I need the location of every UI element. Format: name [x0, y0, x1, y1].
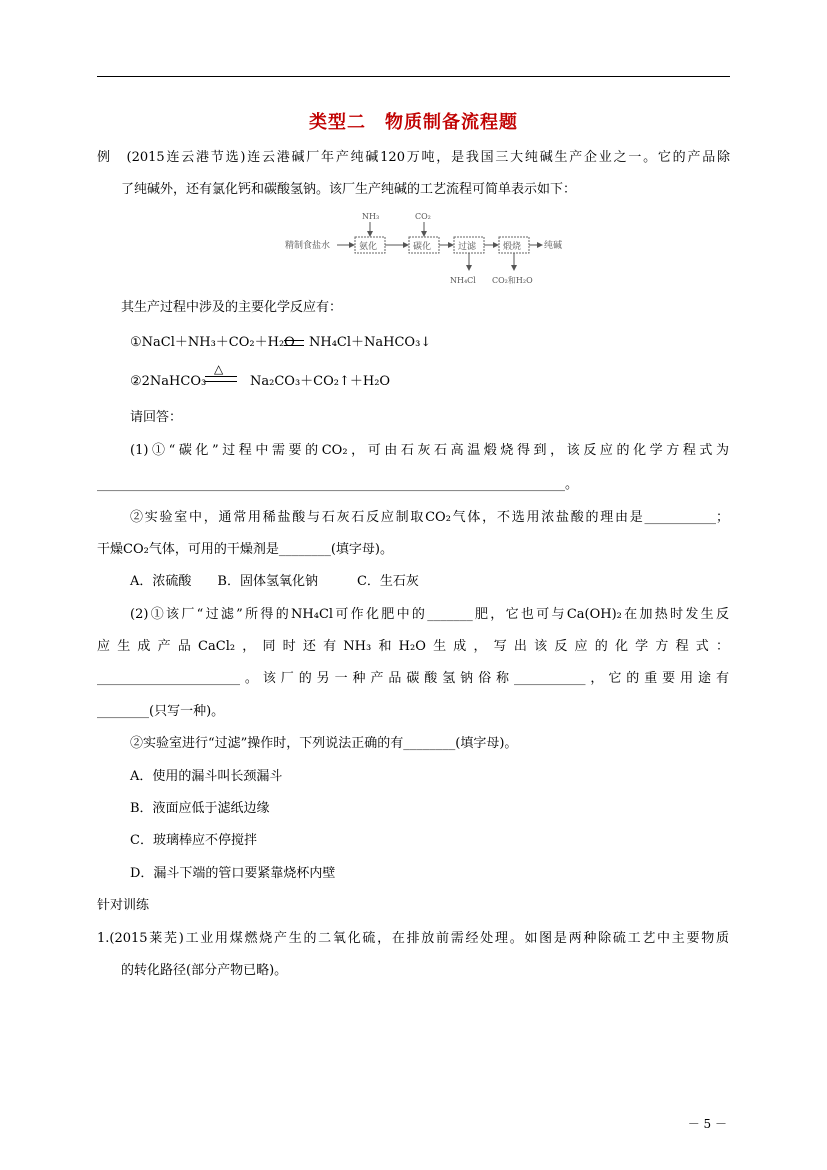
reaction-2-rhs: Na₂CO₃＋CO₂↑＋H₂O [250, 374, 391, 389]
q2b-line-1: ②实验室进行“过滤”操作时，下列说法正确的有________(填字母)。 [130, 736, 518, 751]
flow-step-label: 碳化 [413, 242, 432, 252]
q2a-line-1: (2)①该厂“过滤”所得的NH₄Cl可作化肥中的_______肥，它也可与Ca(OH)₂在加热时发生反 [130, 607, 729, 622]
reaction-2-lhs: ②2NaHCO₃ [130, 374, 207, 389]
q2a-line-3: ______________________。该厂的另一种产品碳酸氢钠俗称___________，它的重要用途有 [97, 671, 729, 686]
q2a-line-2: 应生成产品CaCl₂，同时还有NH₃和H₂O生成，写出该反应的化学方程式： [97, 639, 729, 654]
page-number: － 5 － [687, 1117, 727, 1131]
answer-prompt: 请回答： [130, 410, 183, 425]
reaction-1-rhs: NH₄Cl＋NaHCO₃↓ [309, 335, 432, 350]
q1b-line-2: 干燥CO₂气体，可用的干燥剂是________(填字母)。 [97, 542, 393, 557]
q2a-line-4: ________(只写一种)。 [97, 704, 225, 719]
q2b-option: B．液面应低于滤纸边缘 [130, 801, 270, 816]
flow-output-label: NH₄Cl [450, 276, 476, 285]
q1b-options: A．浓硫酸 B．固体氢氧化钠 C．生石灰 [130, 574, 419, 589]
flow-start-label: 精制食盐水 [285, 241, 331, 251]
process-flow-diagram [285, 208, 585, 290]
flow-output-label: CO₂和H₂O [492, 276, 533, 285]
equals-sign [284, 340, 304, 346]
header-rule [97, 76, 730, 77]
heat-condition-symbol: △ [214, 362, 224, 376]
training-item-1-line-2: 的转化路径(部分产物已略)。 [121, 963, 288, 978]
reactions-intro: 其生产过程中涉及的主要化学反应有： [121, 300, 343, 315]
flow-end-label: 纯碱 [544, 241, 563, 251]
q2b-option: C．玻璃棒应不停搅拌 [130, 833, 257, 848]
example-line-1: 例 (2015连云港节选)连云港碱厂年产纯碱120万吨，是我国三大纯碱生产企业之一。它的产品除 [97, 150, 730, 165]
reaction-1-lhs: ①NaCl＋NH₃＋CO₂＋H₂O [130, 335, 295, 350]
equals-sign [205, 376, 237, 382]
flow-step-label: 氨化 [359, 242, 378, 252]
flow-input-label: NH₃ [362, 212, 380, 221]
training-item-1-line-1: 1.(2015莱芜)工业用煤燃烧产生的二氧化硫，在排放前需经处理。如图是两种除硫工艺中主要物质 [97, 931, 729, 946]
flow-input-label: CO₂ [415, 212, 431, 221]
q1a-line-1: (1)①“碳化”过程中需要的CO₂，可由石灰石高温煅烧得到，该反应的化学方程式为 [130, 443, 729, 458]
example-line-2: 了纯碱外，还有氯化钙和碳酸氢钠。该厂生产纯碱的工艺流程可简单表示如下： [121, 182, 577, 197]
q2b-option: A．使用的漏斗叫长颈漏斗 [130, 769, 283, 784]
training-heading: 针对训练 [97, 898, 150, 913]
section-title: 类型二 物质制备流程题 [309, 112, 518, 133]
q1a-line-2: ________________________________________________________________________。 [97, 477, 578, 492]
flow-step-label: 过滤 [458, 242, 477, 252]
q1b-line-1: ②实验室中，通常用稀盐酸与石灰石反应制取CO₂气体，不选用浓盐酸的理由是___________； [130, 510, 729, 525]
q2b-option: D．漏斗下端的管口要紧靠烧杯内壁 [130, 866, 336, 881]
flow-step-label: 煅烧 [503, 242, 522, 252]
